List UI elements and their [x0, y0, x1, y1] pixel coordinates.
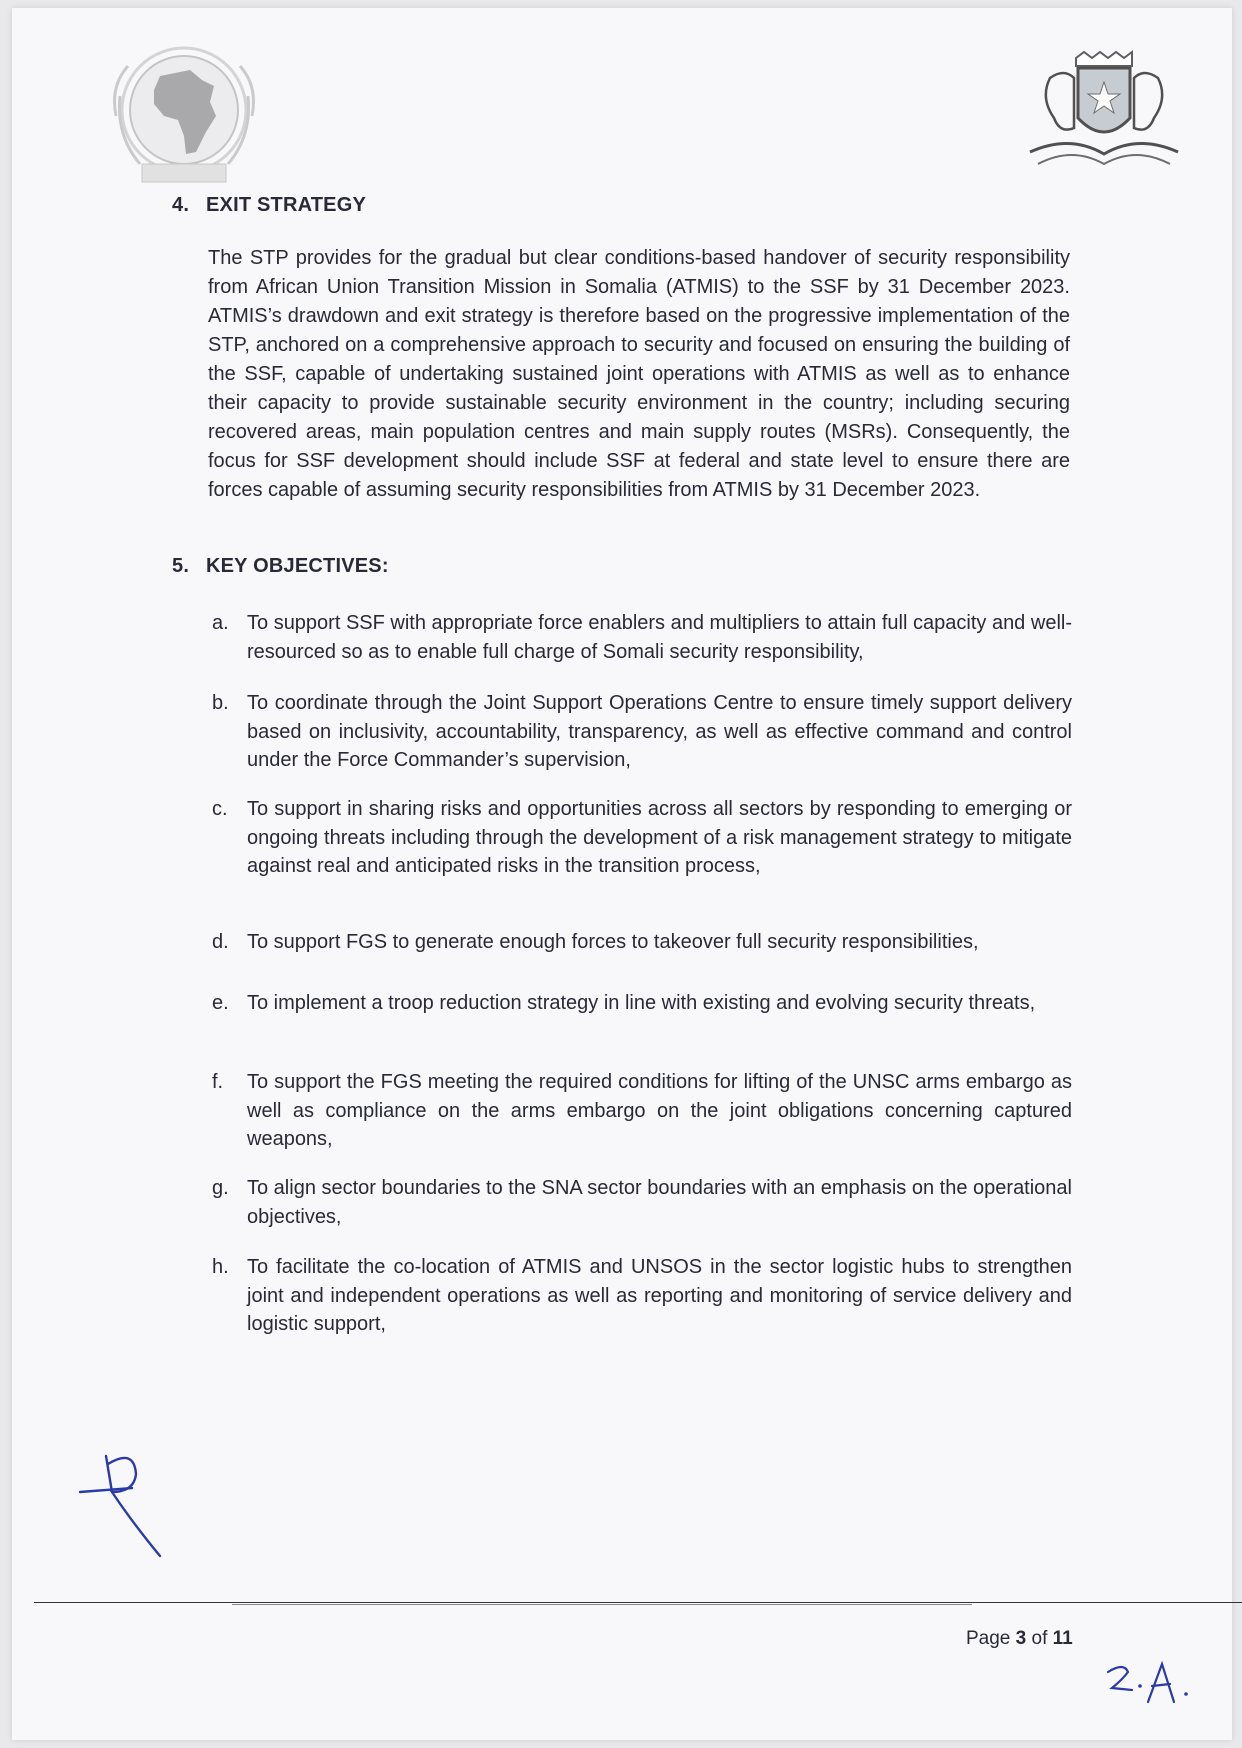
item-text: To support SSF with appropriate force enablers and multipliers to attain full capacity and well-resourced so as to enable full charge of Somali security responsibility,	[247, 612, 1072, 663]
section-number: 5.	[172, 555, 190, 577]
section-5-heading	[172, 555, 389, 578]
item-letter: h.	[212, 1256, 229, 1278]
item-letter: e.	[212, 992, 229, 1014]
handwritten-signature-icon	[76, 1452, 166, 1570]
exit-strategy-paragraph: The STP provides for the gradual but clear conditions-based handover of security responsibility from African Union Transition Mission in Somalia (ATMIS) to the SSF by 31 December 2023. ATMIS’s drawdown and exit strategy is therefore based on the progressive implementation of the STP, anchored on a comprehensive approach to security and focused on ensuring the building of the SSF, capable of undertaking sustained joint operations with ATMIS as well as to enhance their capacity to provide sustainable security environment in the country; including securing recovered areas, main population centres and main supply routes (MSRs). Consequently, the focus for SSF development should include SSF at federal and state level to ensure there are forces capable of assuming security responsibilities from ATMIS by 31 December 2023.	[208, 247, 1070, 501]
african-union-emblem-icon	[98, 36, 268, 196]
item-text: To implement a troop reduction strategy in line with existing and evolving security threats,	[247, 992, 1036, 1014]
list-item	[212, 1253, 1072, 1339]
document-page	[12, 8, 1232, 1740]
page-current: 3	[1015, 1628, 1027, 1649]
list-item	[212, 1068, 1072, 1154]
item-text: To support the FGS meeting the required conditions for lifting of the UNSC arms embargo as well as compliance on the arms embargo on the joint obligations concerning captured weapons,	[247, 1071, 1072, 1150]
item-letter: f.	[212, 1071, 224, 1093]
item-text: To align sector boundaries to the SNA sector boundaries with an emphasis on the operational objectives,	[247, 1177, 1072, 1228]
footer-rule	[34, 1602, 1242, 1603]
section-title: KEY OBJECTIVES:	[206, 555, 389, 577]
section-number: 4.	[172, 194, 190, 216]
page-of: of	[1031, 1628, 1048, 1649]
list-item	[212, 795, 1072, 881]
page-prefix: Page	[966, 1628, 1011, 1649]
item-letter: a.	[212, 612, 229, 634]
item-text: To support in sharing risks and opportunities across all sectors by responding to emerging or ongoing threats including through the development of a risk management strategy to mitigate against real and anticipated risks in the transition process,	[247, 798, 1072, 877]
item-text: To support FGS to generate enough forces to takeover full security responsibilities,	[247, 931, 979, 953]
footer-rule-secondary	[232, 1604, 972, 1605]
item-text: To coordinate through the Joint Support Operations Centre to ensure timely support delivery based on inclusivity, accountability, transparency, as well as effective command and control under the Force Commander’s supervision,	[247, 692, 1072, 771]
section-title: EXIT STRATEGY	[206, 194, 367, 216]
item-letter: d.	[212, 931, 229, 953]
item-letter: b.	[212, 692, 229, 714]
somalia-coat-of-arms-icon	[1020, 48, 1188, 176]
list-item	[212, 928, 1072, 957]
handwritten-initials-icon	[1102, 1658, 1202, 1712]
item-text: To facilitate the co-location of ATMIS and UNSOS in the sector logistic hubs to strengthen joint and independent operations as well as reporting and monitoring of service delivery and logistic support,	[247, 1256, 1072, 1335]
section-4-heading	[172, 194, 366, 217]
page-number	[966, 1628, 1073, 1650]
list-item	[212, 609, 1072, 666]
item-letter: c.	[212, 798, 228, 820]
item-letter: g.	[212, 1177, 229, 1199]
list-item	[212, 689, 1072, 775]
list-item	[212, 989, 1072, 1018]
list-item	[212, 1174, 1072, 1231]
page-total: 11	[1052, 1628, 1073, 1649]
